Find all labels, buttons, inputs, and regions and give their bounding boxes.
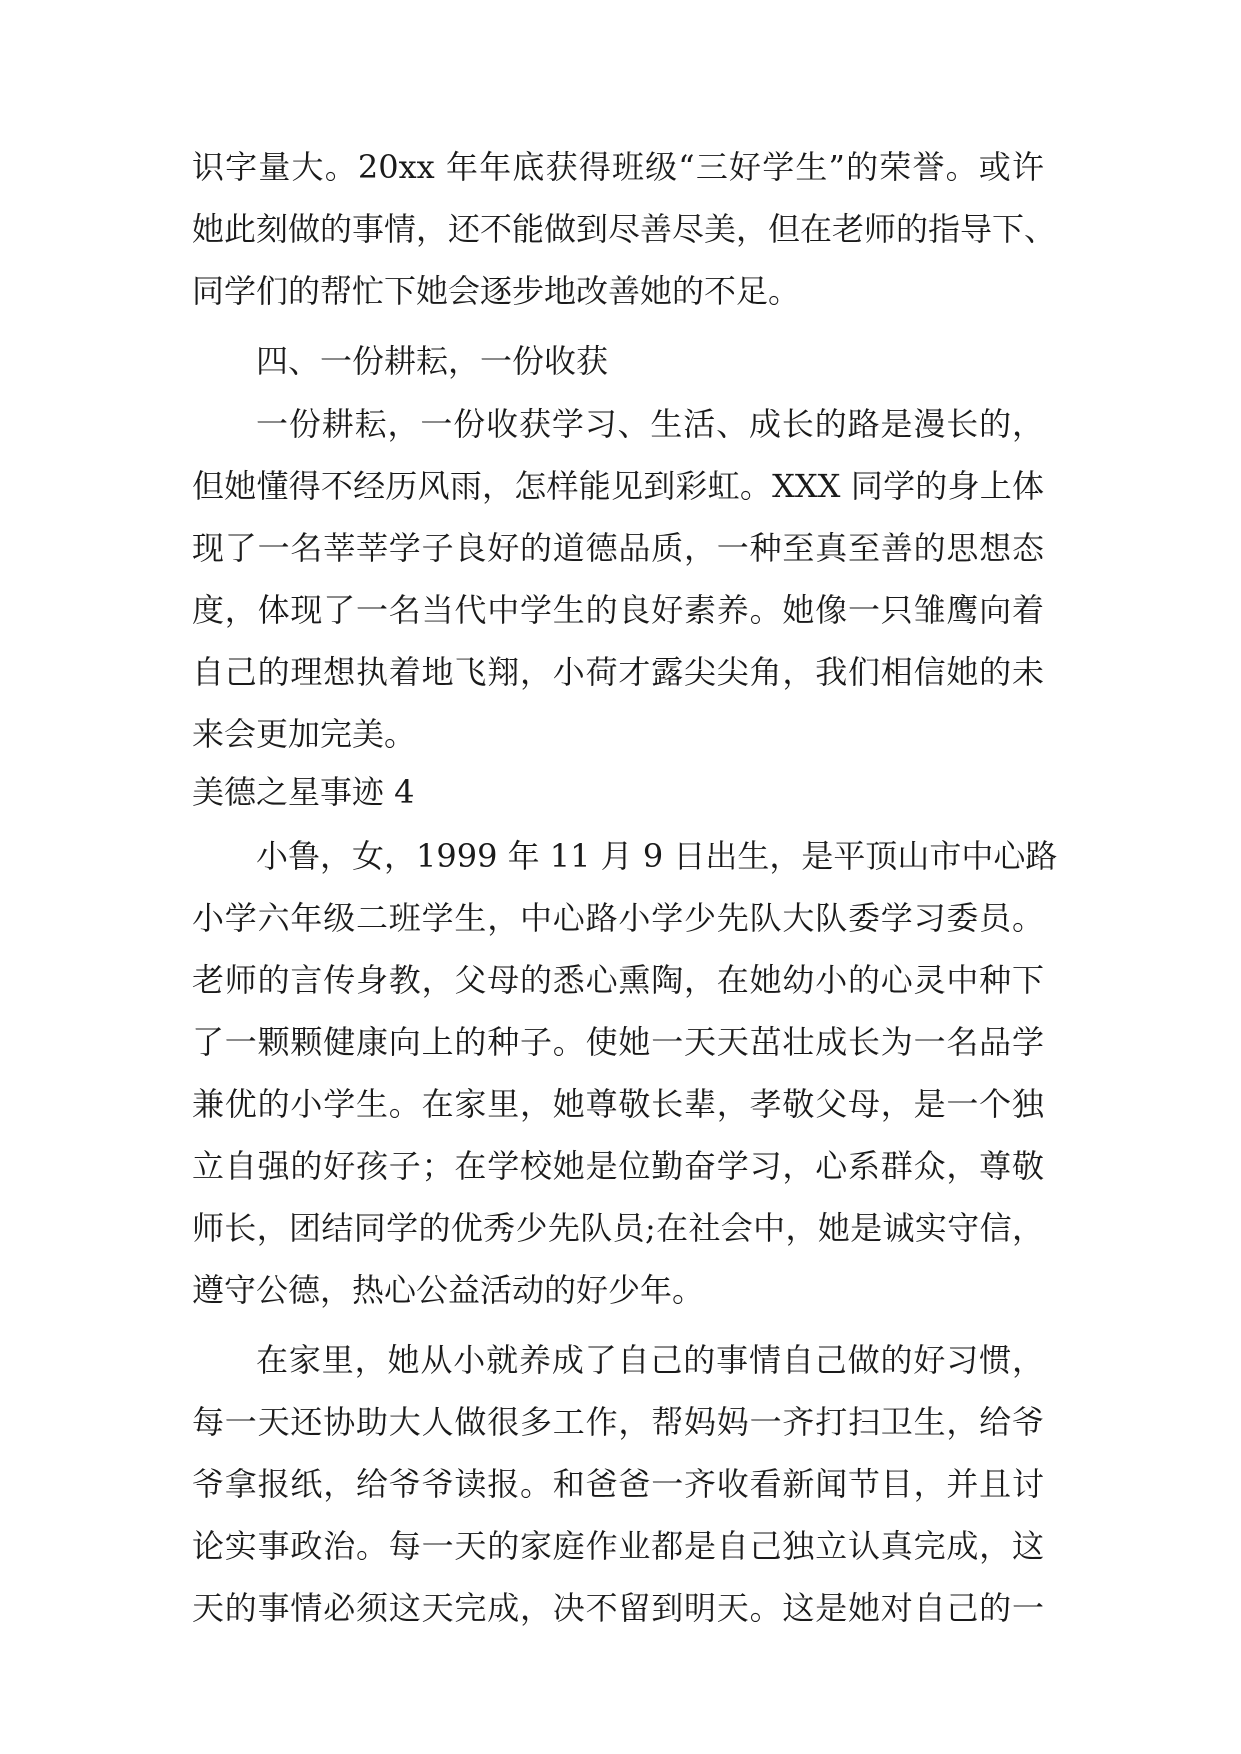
text-line: 立自强的好孩子；在学校她是位勤奋学习，心系群众，尊敬	[192, 1147, 1044, 1185]
section-heading: 四、一份耕耘，一份收获	[256, 342, 609, 380]
text-line: 来会更加完美。	[192, 715, 417, 753]
text-line: 在家里，她从小就养成了自己的事情自己做的好习惯，	[256, 1341, 1044, 1379]
text-line: 爷拿报纸，给爷爷读报。和爸爸一齐收看新闻节目，并且讨	[192, 1465, 1044, 1503]
text-line: 了一颗颗健康向上的种子。使她一天天茁壮成长为一名品学	[192, 1023, 1044, 1061]
text-line: 识字量大。20xx 年年底获得班级“三好学生”的荣誉。或许	[192, 148, 1044, 186]
text-line: 兼优的小学生。在家里，她尊敬长辈，孝敬父母，是一个独	[192, 1085, 1044, 1123]
section-title: 美德之星事迹 4	[192, 773, 415, 811]
text-line: 师长，团结同学的优秀少先队员;在社会中，她是诚实守信，	[192, 1209, 1044, 1247]
text-line: 小学六年级二班学生，中心路小学少先队大队委学习委员。	[192, 899, 1044, 937]
text-line: 每一天还协助大人做很多工作，帮妈妈一齐打扫卫生，给爷	[192, 1403, 1044, 1441]
text-line: 但她懂得不经历风雨，怎样能见到彩虹。XXX 同学的身上体	[192, 467, 1044, 505]
text-line: 度，体现了一名当代中学生的良好素养。她像一只雏鹰向着	[192, 591, 1044, 629]
text-line: 论实事政治。每一天的家庭作业都是自己独立认真完成，这	[192, 1527, 1044, 1565]
text-line: 天的事情必须这天完成，决不留到明天。这是她对自己的一	[192, 1589, 1044, 1627]
text-line: 老师的言传身教，父母的悉心熏陶，在她幼小的心灵中种下	[192, 961, 1044, 999]
text-line: 一份耕耘，一份收获学习、生活、成长的路是漫长的，	[256, 405, 1044, 443]
text-line: 自己的理想执着地飞翔，小荷才露尖尖角，我们相信她的未	[192, 653, 1044, 691]
text-line: 现了一名莘莘学子良好的道德品质，一种至真至善的思想态	[192, 529, 1044, 567]
text-line: 小鲁，女，1999 年 11 月 9 日出生，是平顶山市中心路	[256, 837, 1058, 875]
text-line: 同学们的帮忙下她会逐步地改善她的不足。	[192, 272, 801, 310]
text-line: 遵守公德，热心公益活动的好少年。	[192, 1271, 705, 1309]
text-line: 她此刻做的事情，还不能做到尽善尽美，但在老师的指导下、	[192, 210, 1057, 248]
